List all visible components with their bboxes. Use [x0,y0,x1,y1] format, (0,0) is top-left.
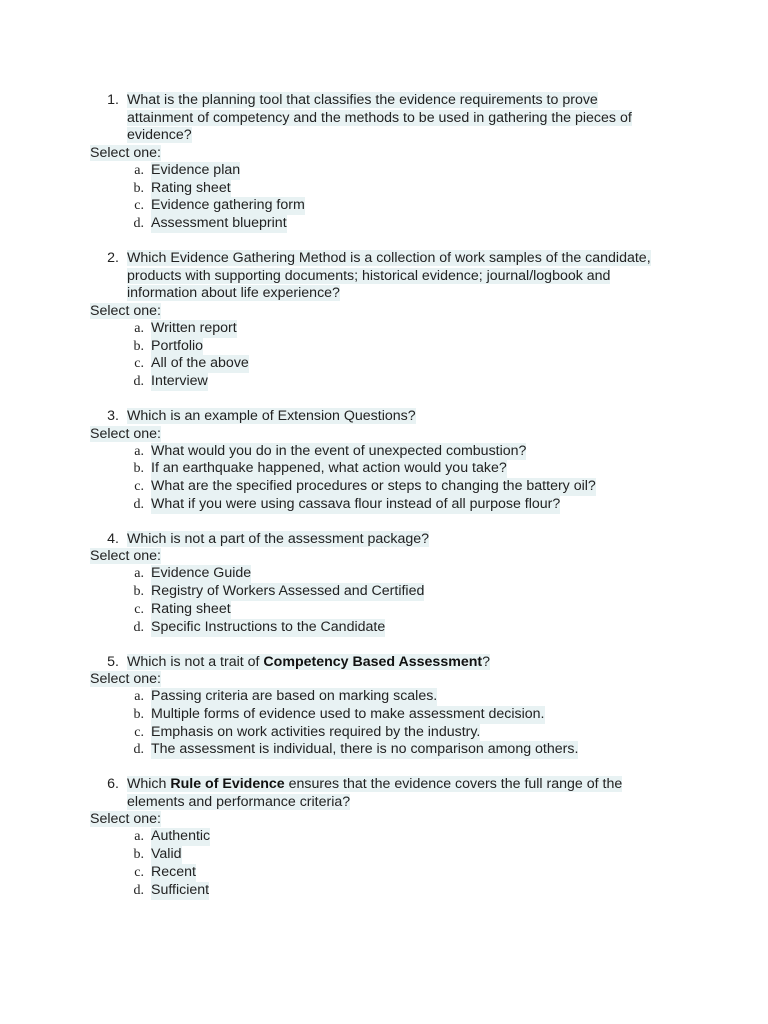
option-letter: c. [134,865,144,881]
answer-option[interactable] [0,724,768,742]
option-label: If an earthquake happened, what action would you take? [151,460,507,477]
question-key-term: Rule of Evidence [170,776,285,793]
quiz-document [0,92,768,917]
question-text [127,776,667,811]
option-label: Emphasis on work activities required by the industry. [151,723,481,740]
option-label: Recent [151,864,196,881]
answer-option[interactable] [0,215,768,233]
question-text [127,654,667,672]
answer-option[interactable] [0,828,768,846]
select-one-text: Select one: [90,811,161,828]
answer-option[interactable] [0,355,768,373]
option-letter: d. [133,374,144,390]
option-label: Rating sheet [151,179,231,196]
option-letter: b. [133,338,144,354]
question-number: 3. [107,407,119,424]
question-stem [0,654,768,672]
question-text-segment: Which is not a part of the assessment package? [127,530,430,547]
option-label: Assessment blueprint [151,215,287,232]
answer-options [0,688,768,759]
select-one-text: Select one: [90,302,161,319]
answer-option[interactable] [0,706,768,724]
answer-options [0,443,768,514]
answer-options [0,828,768,899]
option-label: Evidence gathering form [151,197,305,214]
option-letter: d. [133,742,144,758]
option-letter: a. [134,320,144,336]
question-block [0,654,768,760]
question-text-segment: Which is not a trait of [127,653,264,670]
question-stem [0,250,768,303]
option-letter: b. [133,584,144,600]
answer-option[interactable] [0,583,768,601]
question-text-segment: ? [482,653,490,670]
answer-option[interactable] [0,162,768,180]
answer-option[interactable] [0,338,768,356]
answer-option[interactable] [0,864,768,882]
option-label: Registry of Workers Assessed and Certified [151,583,425,600]
select-one-label [0,303,768,320]
answer-option[interactable] [0,619,768,637]
option-label: Authentic [151,828,211,845]
option-letter: c. [134,198,144,214]
answer-option[interactable] [0,741,768,759]
answer-options [0,320,768,391]
question-block [0,250,768,391]
question-number: 1. [107,92,119,108]
question-block [0,408,768,514]
question-block [0,92,768,233]
select-one-label [0,811,768,828]
option-letter: a. [134,829,144,845]
question-key-term: Competency Based Assessment [263,653,483,670]
option-label: Evidence plan [151,161,241,178]
option-letter: c. [134,479,144,495]
select-one-label [0,426,768,443]
answer-option[interactable] [0,565,768,583]
answer-option[interactable] [0,601,768,619]
option-label: Interview [151,373,208,390]
option-label: All of the above [151,355,249,372]
option-label: Rating sheet [151,600,231,617]
question-text [127,531,667,549]
answer-option[interactable] [0,496,768,514]
option-letter: d. [133,882,144,898]
option-letter: a. [134,689,144,705]
answer-options [0,565,768,636]
question-stem [0,531,768,549]
question-number: 4. [107,530,119,547]
question-stem [0,92,768,145]
question-block [0,776,768,899]
answer-option[interactable] [0,882,768,900]
option-letter: d. [133,619,144,635]
question-stem [0,776,768,811]
option-letter: a. [134,162,144,178]
answer-option[interactable] [0,443,768,461]
select-one-label [0,671,768,688]
question-stem [0,408,768,426]
answer-option[interactable] [0,688,768,706]
question-text [127,92,667,145]
select-one-text: Select one: [90,671,161,688]
question-number: 2. [107,249,119,266]
question-text-segment: Which [127,776,171,793]
question-text-segment: Which Evidence Gathering Method is a collection of work samples of the candidate, products with supporting documents; historical evidence; journal/logbook and information about life experience? [127,249,651,302]
answer-options [0,162,768,233]
option-letter: c. [134,724,144,740]
option-label: Valid [151,846,182,863]
option-letter: d. [133,496,144,512]
question-number: 6. [107,776,119,793]
answer-option[interactable] [0,478,768,496]
option-label: Specific Instructions to the Candidate [151,618,386,635]
option-label: Portfolio [151,337,204,354]
option-label: Evidence Guide [151,565,252,582]
option-letter: d. [133,216,144,232]
option-label: What are the specified procedures or steps to changing the battery oil? [151,478,596,495]
option-letter: c. [134,356,144,372]
select-one-label [0,145,768,162]
select-one-text: Select one: [90,548,161,565]
option-label: What would you do in the event of unexpected combustion? [151,442,527,459]
answer-option[interactable] [0,460,768,478]
question-text [127,250,667,303]
option-label: The assessment is individual, there is no comparison among others. [151,741,579,758]
select-one-text: Select one: [90,144,161,161]
question-text [127,408,667,426]
question-text-segment: What is the planning tool that classifies the evidence requirements to prove attainment of competency and the methods to be used in gathering the pieces of evidence? [127,92,632,144]
question-text-segment: ensures that the evidence covers the full range of the elements and performance criteria? [127,776,623,810]
option-label: Sufficient [151,881,210,898]
question-text-segment: Which is an example of Extension Questions? [127,407,416,424]
answer-option[interactable] [0,373,768,391]
option-letter: a. [134,566,144,582]
option-letter: b. [133,706,144,722]
question-block [0,531,768,637]
select-one-label [0,548,768,565]
option-letter: b. [133,461,144,477]
question-number: 5. [107,653,119,670]
answer-option[interactable] [0,846,768,864]
option-label: Passing criteria are based on marking scales. [151,688,438,705]
answer-option[interactable] [0,320,768,338]
select-one-text: Select one: [90,425,161,442]
option-label: Multiple forms of evidence used to make assessment decision. [151,705,545,722]
option-letter: b. [133,847,144,863]
answer-option[interactable] [0,180,768,198]
answer-option[interactable] [0,197,768,215]
option-letter: b. [133,180,144,196]
option-letter: c. [134,601,144,617]
option-letter: a. [134,443,144,459]
option-label: Written report [151,319,237,336]
option-label: What if you were using cassava flour instead of all purpose flour? [151,495,561,512]
